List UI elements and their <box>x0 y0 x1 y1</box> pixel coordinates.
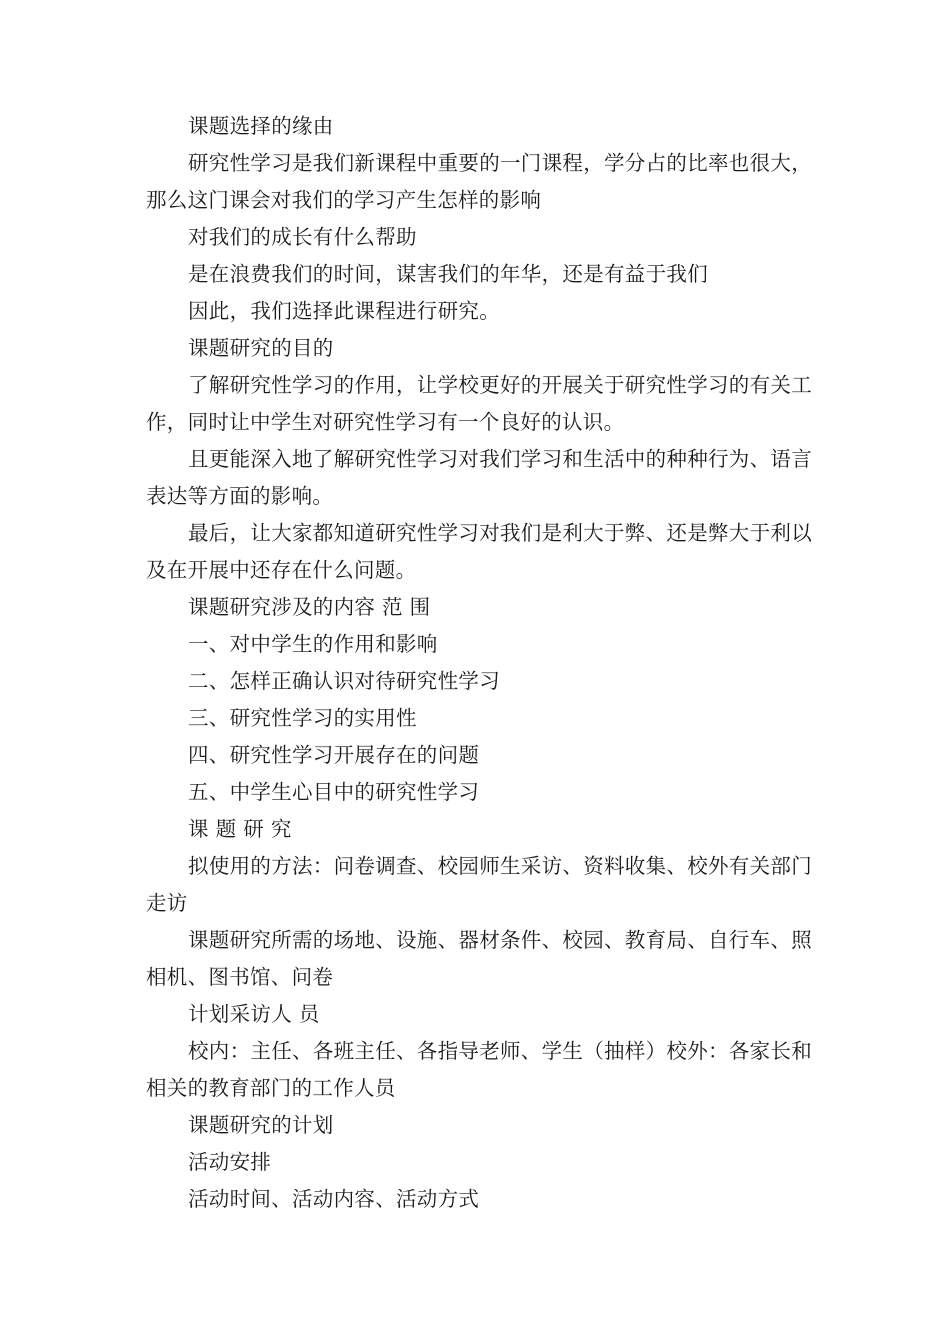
paragraph: 校内：主任、各班主任、各指导老师、学生（抽样）校外：各家长和相关的教育部门的工作人员 <box>146 1039 812 1100</box>
paragraph: 研究性学习是我们新课程中重要的一门课程，学分占的比率也很大，那么这门课会对我们的学习产生怎样的影响 <box>146 151 812 212</box>
heading-scope: 课题研究涉及的内容 范 围 <box>188 595 431 619</box>
paragraph: 对我们的成长有什么帮助 <box>188 225 417 249</box>
list-item: 三、研究性学习的实用性 <box>188 706 417 730</box>
heading-interviewees: 计划采访人 员 <box>188 1002 320 1026</box>
paragraph: 最后，让大家都知道研究性学习对我们是利大于弊、还是弊大于利以及在开展中还存在什么问题。 <box>146 521 812 582</box>
paragraph: 活动时间、活动内容、活动方式 <box>188 1187 480 1211</box>
paragraph: 是在浪费我们的时间，谋害我们的年华，还是有益于我们 <box>188 262 708 286</box>
heading-research: 课 题 研 究 <box>188 817 292 841</box>
heading-plan: 课题研究的计划 <box>188 1113 334 1137</box>
paragraph: 课题研究所需的场地、设施、器材条件、校园、教育局、自行车、照相机、图书馆、问卷 <box>146 928 812 989</box>
list-item: 四、研究性学习开展存在的问题 <box>188 743 480 767</box>
heading-reason: 课题选择的缘由 <box>188 114 334 138</box>
list-item: 一、对中学生的作用和影响 <box>188 632 438 656</box>
list-item: 五、中学生心目中的研究性学习 <box>188 780 480 804</box>
heading-activities: 活动安排 <box>188 1150 272 1174</box>
heading-purpose: 课题研究的目的 <box>188 336 334 360</box>
paragraph: 且更能深入地了解研究性学习对我们学习和生活中的种种行为、语言表达等方面的影响。 <box>146 447 812 508</box>
document-body <box>146 108 816 1218</box>
list-item: 二、怎样正确认识对待研究性学习 <box>188 669 500 693</box>
paragraph: 因此，我们选择此课程进行研究。 <box>188 299 500 323</box>
paragraph: 了解研究性学习的作用，让学校更好的开展关于研究性学习的有关工作，同时让中学生对研究性学习有一个良好的认识。 <box>146 373 812 434</box>
paragraph: 拟使用的方法：问卷调查、校园师生采访、资料收集、校外有关部门走访 <box>146 854 812 915</box>
